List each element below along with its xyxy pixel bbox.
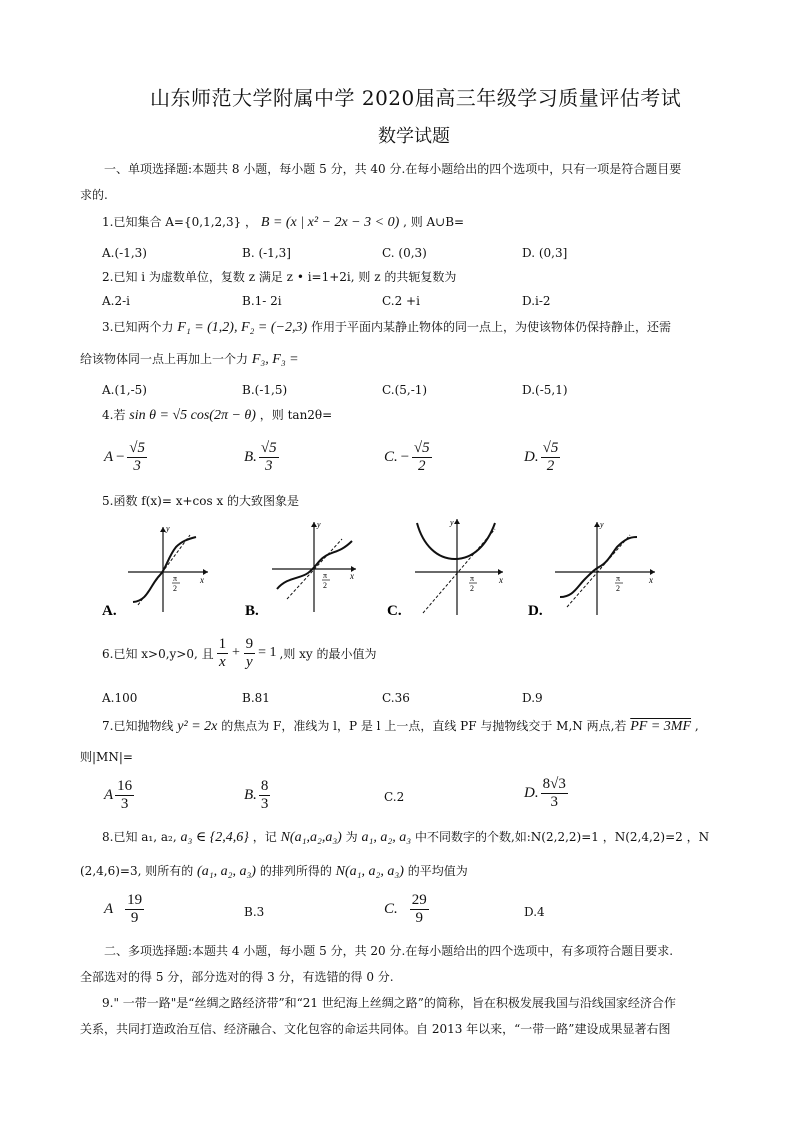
q4-option-c-den: 2 (418, 457, 426, 474)
q4-option-b-num: √5 (260, 440, 277, 456)
q8-option-a-frac (125, 892, 144, 926)
question-6 (102, 636, 377, 670)
q6-frac2 (244, 636, 256, 670)
q8-n-tuple: N(a₁, a₂, a₃) (335, 864, 404, 879)
q6-frac1-den: x (219, 653, 226, 670)
q4-option-d-den: 2 (546, 457, 555, 474)
q8-option-c (384, 892, 429, 926)
q3-option-d: D.(-5,1) (522, 383, 568, 397)
q8-vars: a₁, a₂, a₃ (361, 830, 412, 845)
q5-graph-b-tick-num: π (323, 571, 328, 580)
question-8 (102, 828, 709, 846)
q7-option-b-num: 8 (260, 778, 269, 794)
q1-option-a: A.(-1,3) (102, 246, 147, 260)
q7-option-a-frac (115, 778, 134, 812)
question-7 (102, 717, 699, 735)
q7-end: , (694, 719, 699, 733)
q8-line2-end: 的平均值为 (407, 864, 468, 878)
q7-option-b-den: 3 (260, 795, 269, 812)
q8-end: 中不同数字的个数,如:N(2,2,2)=1 ，N(2,4,2)=2 ，N (414, 830, 710, 844)
q4-option-b (244, 440, 279, 474)
question-2: 2.已知 i 为虚数单位，复数 z 满足 z • i=1+2i, 则 z 的共轭复数为 (102, 270, 457, 284)
q3-line2-prefix: 给该物体同一点上再加上一个力 (80, 352, 249, 366)
q2-option-b: B.1- 2i (242, 294, 282, 308)
q1-set-b: B = (x | x² − 2x − 3 < 0) (260, 215, 400, 230)
q4-option-c (384, 440, 432, 474)
q4-prefix: 4.若 (102, 408, 126, 422)
q6-suffix: ,则 xy 的最小值为 (279, 646, 377, 661)
section2-instructions-line2: 全部选对的得 5 分，部分选对的得 3 分，有选错的得 0 分. (80, 970, 394, 984)
question-4 (102, 406, 332, 424)
q5-graph-a-tick-num: π (173, 574, 178, 583)
q4-option-a-label: A (104, 448, 114, 465)
q8-line2-mid: 的排列所得的 (259, 864, 332, 878)
q4-option-a-num: √5 (129, 440, 146, 456)
q8-option-b: B.3 (244, 905, 265, 919)
q4-option-d (524, 440, 560, 474)
q5-graph-d-y-label: y (600, 520, 604, 529)
q5-graph-c-y-label: y (450, 518, 454, 527)
q5-graph-b-x-label: x (350, 571, 354, 581)
q2-option-a: A.2-i (102, 294, 131, 308)
q4-suffix: ，则 tan2θ= (259, 408, 333, 422)
q7-option-d-label: D. (524, 784, 539, 801)
q4-option-b-label: B. (244, 448, 257, 465)
q5-graph-a (128, 524, 208, 612)
q3-f3: F₃, F₃ = (251, 352, 299, 367)
q4-option-c-sign: − (399, 448, 410, 465)
q7-option-a-label: A (104, 786, 114, 803)
q5-graph-b-tick-den: 2 (323, 581, 327, 590)
q7-option-d-num: 8√3 (542, 776, 566, 792)
q6-eq: = 1 (258, 645, 277, 660)
q1-option-d: D. (0,3] (522, 246, 568, 260)
q3-forces: F₁ = (1,2), F₂ = (−2,3) (177, 320, 308, 335)
q8-option-a-label: A (104, 900, 114, 917)
q5-graph-a-y-label: y (166, 524, 170, 533)
q5-graph-a-x-label: x (200, 575, 204, 585)
q7-option-b-frac (259, 778, 271, 812)
section1-instructions-line2: 求的. (80, 188, 108, 202)
q1-suffix: , 则 A∪B= (403, 215, 465, 229)
q5-graph-c-tick-num: π (470, 574, 475, 583)
exam-subtitle: 数学试题 (378, 126, 450, 147)
q5-graph-c (415, 518, 503, 615)
q7-prefix: 7.已知抛物线 (102, 719, 174, 733)
q8-set: a₃ ∈ {2,4,6} (180, 830, 249, 845)
q8-mid1: ，记 (252, 830, 277, 844)
q4-option-c-label: C. (384, 448, 398, 465)
q8-option-c-label: C. (384, 900, 398, 917)
q6-frac1 (217, 636, 229, 670)
q6-frac1-num: 1 (218, 636, 227, 652)
q4-option-d-label: D. (524, 448, 539, 465)
q7-option-a-den: 3 (120, 795, 129, 812)
q5-graph-b-label: B. (245, 603, 259, 619)
q1-prefix: 1.已知集合 A={0,1,2,3} ， (102, 215, 258, 229)
q5-graph-figure (100, 517, 700, 622)
q3-suffix: 作用于平面内某静止物体的同一点上，为使该物体仍保持静止，还需 (310, 320, 671, 334)
q5-graph-d-tick-num: π (616, 574, 621, 583)
q4-equation: sin θ = √5 cos(2π − θ) (129, 408, 256, 423)
q8-mid2: 为 (345, 830, 358, 844)
q7-middle: 的焦点为 F，准线为 l，P 是 l 上一点，直线 PF 与抛物线交于 M,N 两点,若 (221, 719, 627, 733)
q5-graph-a-label: A. (102, 603, 117, 619)
q4-option-b-den: 3 (265, 457, 273, 474)
q8-option-c-num: 29 (411, 892, 427, 908)
q4-option-b-frac (259, 440, 279, 474)
question-1 (102, 213, 464, 231)
q8-option-c-den: 9 (415, 909, 424, 926)
q4-option-c-frac (412, 440, 432, 474)
q6-prefix: 6.已知 x>0,y>0, 且 (102, 646, 214, 661)
q5-graph-d-label: D. (528, 603, 543, 619)
q6-plus: + (231, 645, 241, 660)
q8-tuple: (a₁, a₂, a₃) (197, 864, 256, 879)
q5-graph-d-tick-den: 2 (616, 584, 620, 593)
q7-vector-eq: PF = 3MF (630, 719, 692, 734)
q3-option-c: C.(5,-1) (382, 383, 428, 397)
q3-prefix: 3.已知两个力 (102, 320, 174, 334)
q5-graph-b (272, 520, 356, 612)
q4-option-a-sign: − (115, 448, 126, 465)
q7-option-a-num: 16 (117, 778, 133, 794)
q5-graph-c-label: C. (387, 603, 402, 619)
q3-option-a: A.(1,-5) (102, 383, 147, 397)
q4-option-d-num: √5 (542, 440, 559, 456)
q4-option-a-den: 3 (133, 457, 141, 474)
q4-option-a (104, 440, 147, 474)
q2-option-c: C.2 +i (382, 294, 420, 308)
q7-option-d-den: 3 (550, 793, 558, 810)
q5-graph-c-tick-den: 2 (470, 584, 474, 593)
q6-frac2-num: 9 (245, 636, 254, 652)
q6-frac2-den: y (246, 653, 253, 670)
q4-option-c-num: √5 (413, 440, 430, 456)
q4-option-a-frac (127, 440, 147, 474)
q4-option-d-frac (541, 440, 561, 474)
q5-graph-d-x-label: x (649, 575, 653, 585)
q1-option-b: B. (-1,3] (242, 246, 291, 260)
q2-option-d: D.i-2 (522, 294, 551, 308)
q6-option-b: B.81 (242, 691, 270, 705)
question-7-line2: 则|MN|= (80, 750, 133, 764)
q3-option-b: B.(-1,5) (242, 383, 288, 397)
question-3 (102, 318, 671, 336)
q1-option-c: C. (0,3) (382, 246, 427, 260)
q6-option-a: A.100 (102, 691, 138, 705)
q8-option-d: D.4 (524, 905, 545, 919)
q8-option-a-num: 19 (127, 892, 143, 908)
q8-option-c-frac (410, 892, 429, 926)
section1-instructions-line1: 一、单项选择题:本题共 8 小题，每小题 5 分，共 40 分.在每小题给出的四个选项中，只有一项是符合题目要 (104, 162, 682, 176)
q8-line2-prefix: (2,4,6)=3, 则所有的 (80, 864, 194, 878)
q7-option-c: C.2 (384, 790, 405, 804)
q7-option-a (104, 778, 134, 812)
q8-option-a-den: 9 (130, 909, 139, 926)
q7-option-d (524, 776, 568, 810)
exam-title: 山东师范大学附属中学 2020届高三年级学习质量评估考试 (150, 86, 682, 110)
q7-option-b (244, 778, 270, 812)
q8-option-a (104, 892, 144, 926)
q5-graph-c-x-label: x (499, 575, 503, 585)
question-5: 5.函数 f(x)= x+cos x 的大致图象是 (102, 494, 300, 508)
q5-graph-d (555, 520, 655, 615)
q7-option-b-label: B. (244, 786, 257, 803)
question-9-line1: 9." 一带一路"是“丝绸之路经济带”和“21 世纪海上丝绸之路”的简称，旨在积极发展我国与沿线国家经济合作 (102, 996, 676, 1010)
question-8-line2 (80, 862, 468, 880)
section2-instructions-line1: 二、多项选择题:本题共 4 小题，每小题 5 分，共 20 分.在每小题给出的四个选项中，有多项符合题目要求. (104, 944, 674, 958)
q8-prefix: 8.已知 a₁, a₂, (102, 830, 177, 844)
q5-graph-a-tick-den: 2 (173, 584, 177, 593)
q8-n-def: N(a₁,a₂,a₃) (280, 830, 342, 845)
q5-graph-b-y-label: y (317, 520, 321, 529)
question-3-line2 (80, 350, 299, 368)
q6-option-d: D.9 (522, 691, 543, 705)
q6-option-c: C.36 (382, 691, 410, 705)
question-9-line2: 关系，共同打造政治互信、经济融合、文化包容的命运共同体。自 2013 年以来，“一带一路”建设成果显著右图 (80, 1022, 671, 1036)
q7-option-d-frac (541, 776, 568, 810)
q7-parabola: y² = 2x (177, 719, 218, 734)
